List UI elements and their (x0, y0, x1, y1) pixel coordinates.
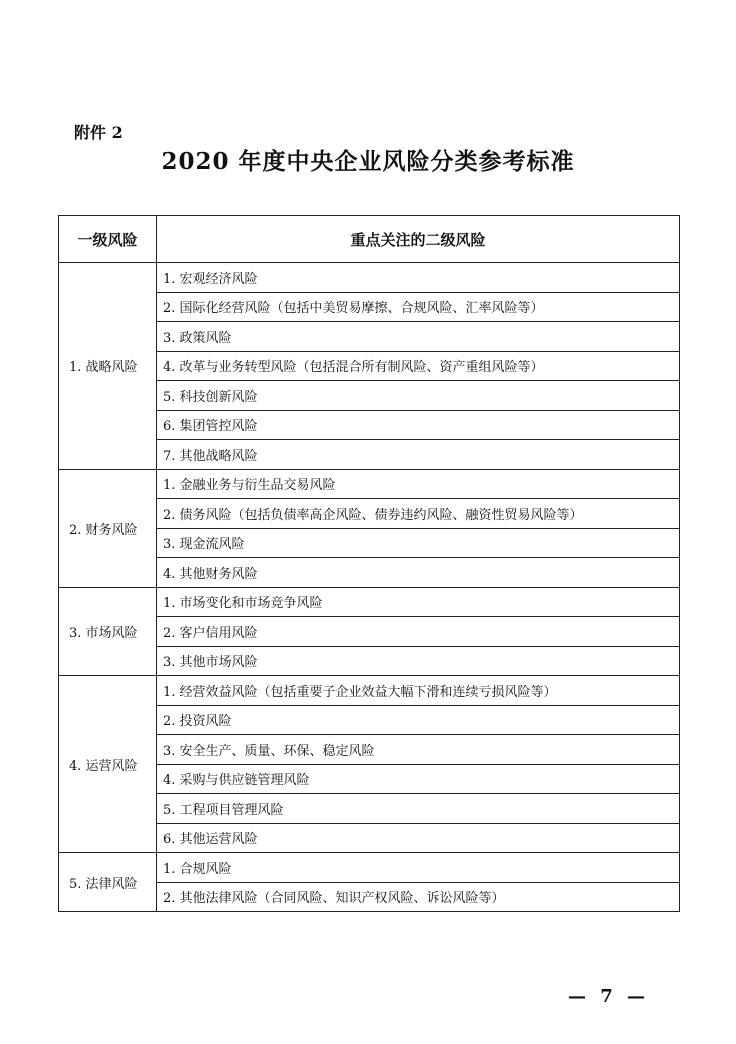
risk-item: 3. 政策风险 (157, 322, 680, 352)
risk-item: 6. 集团管控风险 (157, 410, 680, 440)
category-strategic: 1. 战略风险 (59, 263, 157, 470)
risk-item: 3. 其他市场风险 (157, 646, 680, 676)
risk-item: 2. 投资风险 (157, 705, 680, 735)
risk-item: 4. 改革与业务转型风险（包括混合所有制风险、资产重组风险等） (157, 351, 680, 381)
risk-item: 5. 工程项目管理风险 (157, 794, 680, 824)
risk-item: 4. 其他财务风险 (157, 558, 680, 588)
table-row (59, 853, 680, 883)
risk-item: 6. 其他运营风险 (157, 823, 680, 853)
risk-item: 2. 客户信用风险 (157, 617, 680, 647)
table-row (59, 676, 680, 706)
risk-item: 1. 市场变化和市场竞争风险 (157, 587, 680, 617)
page-title: 2020 年度中央企业风险分类参考标准 (161, 148, 575, 175)
risk-item: 1. 金融业务与衍生品交易风险 (157, 469, 680, 499)
table-row (59, 263, 680, 293)
risk-item: 4. 采购与供应链管理风险 (157, 764, 680, 794)
table-row (59, 469, 680, 499)
risk-item: 1. 经营效益风险（包括重要子企业效益大幅下滑和连续亏损风险等） (157, 676, 680, 706)
attachment-label: 附件 2 (74, 123, 123, 142)
risk-item: 2. 国际化经营风险（包括中美贸易摩擦、合规风险、汇率风险等） (157, 292, 680, 322)
risk-item: 3. 现金流风险 (157, 528, 680, 558)
risk-item: 2. 债务风险（包括负债率高企风险、债券违约风险、融资性贸易风险等） (157, 499, 680, 529)
category-market: 3. 市场风险 (59, 587, 157, 676)
page-number: — 7 — (568, 986, 650, 1007)
table-row (59, 587, 680, 617)
table-header-row (59, 216, 680, 263)
category-operational: 4. 运营风险 (59, 676, 157, 853)
risk-item: 2. 其他法律风险（合同风险、知识产权风险、诉讼风险等） (157, 882, 680, 912)
risk-item: 3. 安全生产、质量、环保、稳定风险 (157, 735, 680, 765)
risk-item: 7. 其他战略风险 (157, 440, 680, 470)
risk-item: 5. 科技创新风险 (157, 381, 680, 411)
risk-item: 1. 宏观经济风险 (157, 263, 680, 293)
header-primary-risk: 一级风险 (59, 216, 157, 263)
header-secondary-risk: 重点关注的二级风险 (157, 216, 680, 263)
category-financial: 2. 财务风险 (59, 469, 157, 587)
risk-table (58, 215, 680, 912)
category-legal: 5. 法律风险 (59, 853, 157, 912)
risk-item: 1. 合规风险 (157, 853, 680, 883)
